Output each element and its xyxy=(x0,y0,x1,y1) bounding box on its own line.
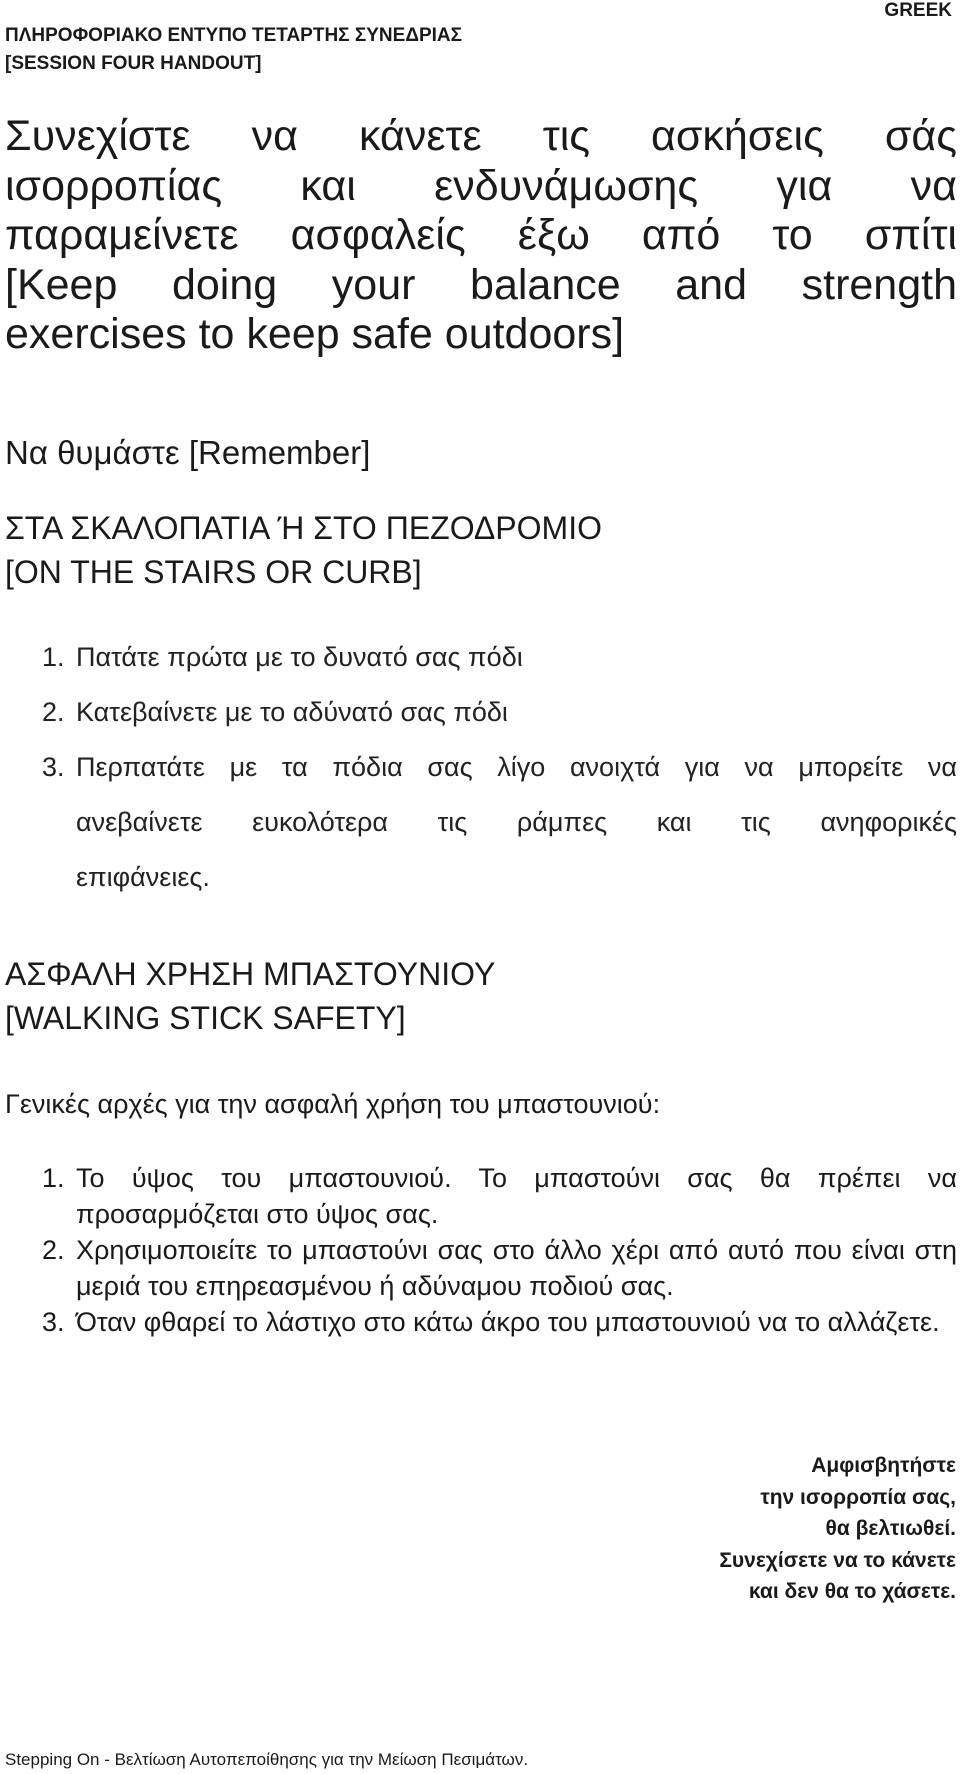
motto-block xyxy=(719,1450,956,1608)
title-line: [Keep doing your balance and strength xyxy=(5,260,957,309)
list-item-text: Περπατάτε με τα πόδια σας λίγο ανοιχτά για να μπορείτε να xyxy=(76,752,957,782)
stick-section-heading xyxy=(5,952,495,1040)
title-line: Συνεχίστε να κάνετε τις ασκήσεις σάς xyxy=(5,112,957,160)
page-title xyxy=(5,112,957,360)
language-label: GREEK xyxy=(884,0,952,21)
list-item-text: Πατάτε πρώτα με το δυνατό σας πόδι xyxy=(76,642,523,672)
motto-line: την ισορροπία σας, xyxy=(760,1485,956,1509)
stick-intro: Γενικές αρχές για την ασφαλή χρήση του μπαστουνιού: xyxy=(5,1089,661,1119)
list-number: 1. xyxy=(42,1163,65,1193)
title-line: παραμείνετε ασφαλείς έξω από το σπίτι xyxy=(5,211,957,259)
title-line: exercises to keep safe outdoors] xyxy=(5,310,625,358)
motto-line: και δεν θα το χάσετε. xyxy=(748,1580,956,1603)
list-item xyxy=(42,1304,957,1340)
stairs-section-heading xyxy=(5,506,602,594)
list-item xyxy=(42,630,957,685)
stick-list xyxy=(42,1160,957,1340)
motto-line: Συνεχίσετε να το κάνετε xyxy=(719,1548,956,1572)
list-item xyxy=(42,740,957,905)
list-number: 2. xyxy=(42,697,65,727)
list-item xyxy=(42,1232,957,1304)
list-item-text: Κατεβαίνετε με το αδύνατό σας πόδι xyxy=(76,697,508,727)
stairs-heading-english: [ON THE STAIRS OR CURB] xyxy=(5,554,422,590)
list-number: 3. xyxy=(42,752,65,782)
list-item-text: επιφάνειες. xyxy=(76,862,210,892)
list-number: 2. xyxy=(42,1235,65,1265)
stick-heading-english: [WALKING STICK SAFETY] xyxy=(5,1000,406,1036)
list-item-text: Όταν φθαρεί το λάστιχο στο κάτω άκρο του μπαστουνιού να το αλλάζετε. xyxy=(76,1307,940,1337)
handout-header xyxy=(5,22,462,78)
header-title-english: [SESSION FOUR HANDOUT] xyxy=(5,53,262,74)
stairs-heading-greek: ΣΤΑ ΣΚΑΛΟΠΑΤΙΑ Ή ΣΤΟ ΠΕΖΟΔΡΟΜΙΟ xyxy=(5,510,602,546)
list-item-text: Το ύψος του μπαστουνιού. Το μπαστούνι σας θα πρέπει να προσαρμόζεται στο ύψος σας. xyxy=(76,1163,957,1229)
list-item-text: ανεβαίνετε ευκολότερα τις ράμπες και τις ανηφορικές xyxy=(76,807,957,837)
list-number: 3. xyxy=(42,1307,65,1337)
stairs-list xyxy=(42,630,957,905)
motto-line: θα βελτιωθεί. xyxy=(825,1517,956,1540)
title-line: ισορροπίας και ενδυνάμωσης για να xyxy=(5,161,957,210)
motto-line: Αμφισβητήστε xyxy=(811,1454,956,1477)
list-item-text: Χρησιμοποιείτε το μπαστούνι σας στο άλλο χέρι από αυτό που είναι στη μεριά του επηρεασμένου ή αδύναμου ποδιού σας. xyxy=(76,1235,957,1301)
header-title-greek: ΠΛΗΡΟΦΟΡΙΑΚΟ ΕΝΤΥΠΟ ΤΕΤΑΡΤΗΣ ΣΥΝΕΔΡΙΑΣ xyxy=(5,25,463,46)
list-number: 1. xyxy=(42,642,65,672)
page-footer: Stepping On - Βελτίωση Αυτοπεποίθησης για την Μείωση Πεσιμάτων. xyxy=(5,1750,529,1769)
list-item xyxy=(42,685,957,740)
remember-heading: Να θυμάστε [Remember] xyxy=(5,434,371,471)
list-item xyxy=(42,1160,957,1232)
stick-heading-greek: ΑΣΦΑΛΗ ΧΡΗΣΗ ΜΠΑΣΤΟΥΝΙΟΥ xyxy=(5,956,496,992)
